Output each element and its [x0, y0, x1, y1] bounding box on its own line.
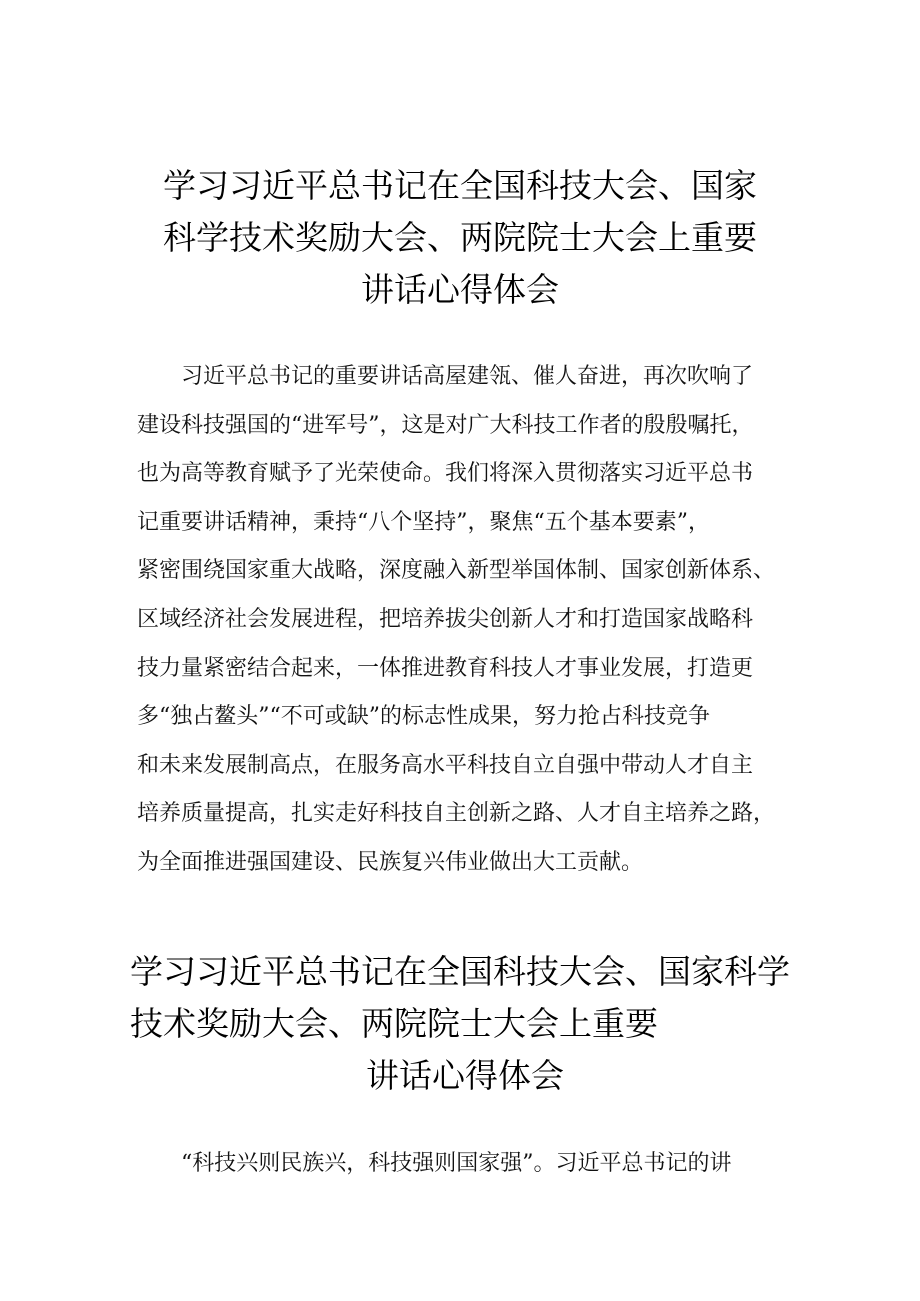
- paragraph-line: 和未来发展制高点，在服务高水平科技自立自强中带动人才自主: [137, 752, 754, 778]
- paragraph-line: 紧密围绕国家重大战略，深度融入新型举国体制、国家创新体系、: [137, 558, 776, 584]
- title-line: 学习习近平总书记在全国科技大会、国家科学: [130, 952, 790, 991]
- title-line: 学习习近平总书记在全国科技大会、国家: [163, 166, 757, 205]
- article-paragraph-2: [137, 1140, 807, 1189]
- paragraph-line: 为全面推进强国建设、民族复兴伟业做出大工贡献。: [137, 849, 644, 875]
- article-paragraph-1: [137, 353, 807, 888]
- title-line: 讲话心得体会: [361, 270, 559, 309]
- article-title-2: [130, 946, 800, 1102]
- paragraph-line: 习近平总书记的重要讲话高屋建瓴、催人奋进，再次吹响了: [137, 364, 754, 389]
- article-title-1: [120, 160, 800, 316]
- paragraph-line: 技力量紧密结合起来，一体推进教育科技人才事业发展，打造更: [137, 655, 754, 681]
- paragraph-line: 培养质量提高，扎实走好科技自主创新之路、人才自主培养之路，: [137, 801, 776, 827]
- paragraph-line: 建设科技强国的“进军号”，这是对广大科技工作者的殷殷嘱托，: [137, 412, 754, 438]
- title-line: 科学技术奖励大会、两院院士大会上重要: [163, 218, 757, 257]
- paragraph-line: 区域经济社会发展进程，把培养拔尖创新人才和打造国家战略科: [137, 606, 754, 632]
- paragraph-line: 也为高等教育赋予了光荣使命。我们将深入贯彻落实习近平总书: [137, 461, 754, 487]
- title-line: 技术奖励大会、两院院士大会上重要: [130, 1004, 658, 1043]
- paragraph-line: 多“独占鳌头”“不可或缺”的标志性成果，努力抢占科技竞争: [137, 704, 710, 730]
- title-line: 讲话心得体会: [366, 1056, 564, 1095]
- paragraph-line: 记重要讲话精神，秉持“八个坚持”，聚焦“五个基本要素”，: [137, 509, 710, 535]
- paragraph-line: “科技兴则民族兴，科技强则国家强”。习近平总书记的讲: [137, 1151, 732, 1176]
